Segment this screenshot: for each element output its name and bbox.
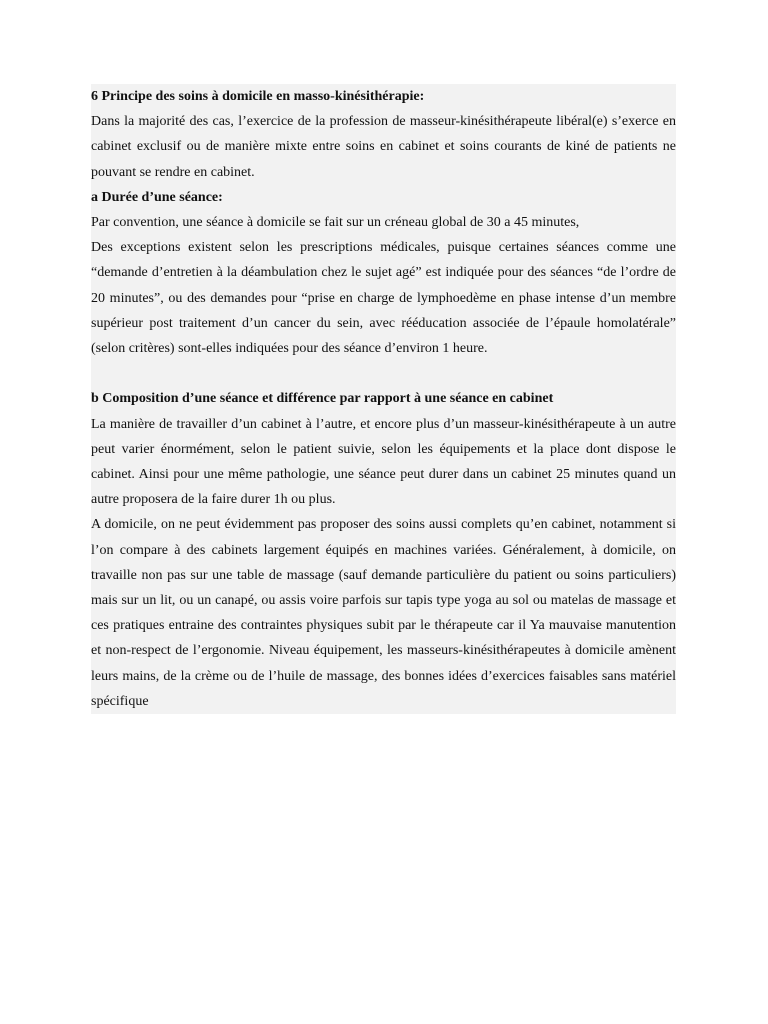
section-a-heading: a Durée d’une séance: xyxy=(91,189,223,205)
section-6-paragraph: Dans la majorité des cas, l’exercice de la profession de masseur-kinésithérapeute libéral(e) s’exerce en cabinet exclusif ou de manière mixte entre soins en cabinet et soins courants de kiné de patients ne pouvant se rendre en cabinet. xyxy=(91,114,676,180)
section-a-paragraph: Des exceptions existent selon les prescriptions médicales, puisque certaines séances comme une “demande d’entretien à la déambulation chez le sujet agé” est indiquée pour des séances “de l’ordre de 20 minutes”, ou des demandes pour “prise en charge de lymphoedème en phase intense d’un membre supérieur post traitement d’un cancer du sein, avec rééducation associée de l’épaule homolatérale” (selon critères) sont-elles indiquées pour des séance d’environ 1 heure. xyxy=(91,240,676,357)
document-body xyxy=(91,84,676,714)
section-b-paragraph-2: A domicile, on ne peut évidemment pas proposer des soins aussi complets qu’en cabinet, notamment si l’on compare à des cabinets largement équipés en machines variées. Généralement, à domicile, on travaille non pas sur une table de massage (sauf demande particulière du patient ou soins particuliers) mais sur un lit, ou un canapé, ou assis voire parfois sur tapis type yoga au sol ou matelas de massage et ces pratiques entraine des contraintes physiques subit par le thérapeute car il Ya mauvaise manutention et non-respect de l’ergonomie. Niveau équipement, les masseurs-kinésithérapeutes à domicile amènent leurs mains, de la crème ou de l’huile de massage, des bonnes idées d’exercices faisables sans matériel spécifique xyxy=(91,517,676,709)
section-6-heading: 6 Principe des soins à domicile en masso-kinésithérapie: xyxy=(91,89,425,104)
blank-line xyxy=(91,361,676,386)
section-b-paragraph-1: La manière de travailler d’un cabinet à l’autre, et encore plus d’un masseur-kinésithérapeute à un autre peut varier énormément, selon le patient suivie, selon les équipements et la place dont dispose le cabinet. Ainsi pour une même pathologie, une séance peut durer dans un cabinet 25 minutes quand un autre proposera de la faire durer 1h ou plus. xyxy=(91,416,676,508)
section-a-first-line: Par convention, une séance à domicile se fait sur un créneau global de 30 a 45 minutes, xyxy=(91,215,580,231)
section-b-heading: b Composition d’une séance et différence par rapport à une séance en cabinet xyxy=(91,391,554,407)
